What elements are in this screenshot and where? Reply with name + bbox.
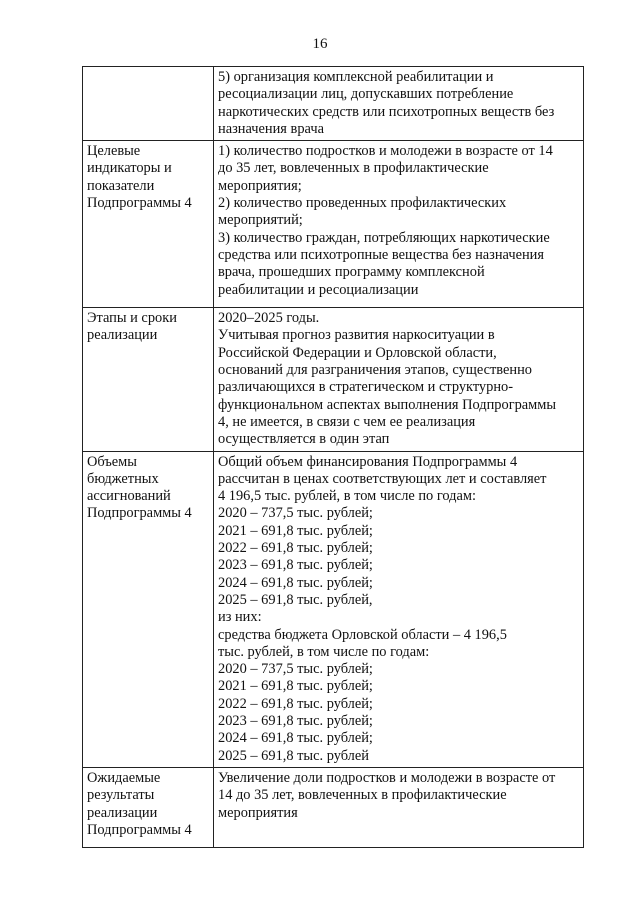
content-line: 2020–2025 годы. (218, 310, 320, 327)
row-label (83, 767, 214, 847)
content-line: средства или психотропные вещества без назначения (218, 246, 545, 263)
label-line: Целевые (87, 143, 141, 160)
label-line: Объемы (87, 453, 137, 470)
row-label (83, 141, 214, 308)
label-line: Этапы и сроки (87, 310, 177, 327)
content-line: 2020 – 737,5 тыс. рублей; (218, 505, 373, 522)
content-line: мероприятий; (218, 212, 303, 229)
content-line: 2025 – 691,8 тыс. рублей (218, 747, 369, 764)
label-line: Ожидаемые (87, 769, 161, 786)
content-line: до 35 лет, вовлеченных в профилактические (218, 160, 489, 177)
label-line: Подпрограммы 4 (87, 821, 192, 838)
passport-table (82, 66, 584, 848)
content-line: 2022 – 691,8 тыс. рублей; (218, 540, 373, 557)
row-content (214, 308, 584, 451)
content-line: рассчитан в ценах соответствующих лет и составляет (218, 470, 547, 487)
label-line: бюджетных (87, 470, 159, 487)
label-line: ассигнований (87, 488, 171, 505)
content-line: реабилитации и ресоциализации (218, 281, 419, 298)
content-line: 2022 – 691,8 тыс. рублей; (218, 695, 373, 712)
row-label (83, 451, 214, 767)
content-line: ресоциализации лиц, допускавших потребление (218, 86, 514, 103)
content-line: 14 до 35 лет, вовлеченных в профилактические (218, 787, 507, 804)
label-line: реализации (87, 804, 158, 821)
label-line: индикаторы и (87, 160, 172, 177)
row-content (214, 67, 584, 141)
table-row-indicators (83, 141, 584, 308)
row-content (214, 141, 584, 308)
label-line: Подпрограммы 4 (87, 505, 192, 522)
content-line: 2020 – 737,5 тыс. рублей; (218, 661, 373, 678)
content-line: из них: (218, 609, 262, 626)
label-line: Подпрограммы 4 (87, 195, 192, 212)
content-line: 5) организация комплексной реабилитации и (218, 69, 494, 85)
content-line: 2025 – 691,8 тыс. рублей, (218, 591, 373, 608)
content-line: Учитывая прогноз развития наркоситуации в (218, 327, 495, 344)
content-line: тыс. рублей, в том числе по годам: (218, 643, 430, 660)
content-line: Российской Федерации и Орловской области, (218, 344, 497, 361)
content-line: 2021 – 691,8 тыс. рублей; (218, 522, 373, 539)
table-row-stages (83, 308, 584, 451)
content-line: 2) количество проведенных профилактических (218, 195, 507, 212)
content-line: 1) количество подростков и молодежи в возрасте от 14 (218, 143, 553, 160)
row-label (83, 67, 214, 141)
table-row-activities (83, 67, 584, 141)
content-line: 2023 – 691,8 тыс. рублей; (218, 557, 373, 574)
content-line: мероприятия; (218, 177, 302, 194)
content-line: назначения врача (218, 120, 324, 137)
page-number: 16 (312, 36, 328, 52)
table-row-results (83, 767, 584, 847)
content-line: оснований для разграничения этапов, существенно (218, 362, 532, 379)
label-line: показатели (87, 177, 155, 194)
content-line: Увеличение доли подростков и молодежи в возрасте от (218, 769, 556, 786)
table-row-budget (83, 451, 584, 767)
content-line: 2023 – 691,8 тыс. рублей; (218, 713, 373, 730)
content-line: мероприятия (218, 804, 298, 821)
content-line: 3) количество граждан, потребляющих наркотические (218, 229, 550, 246)
content-line: врача, прошедших программу комплексной (218, 264, 485, 281)
content-line: 4, не имеется, в связи с чем ее реализация (218, 413, 476, 430)
row-label (83, 308, 214, 451)
content-line: средства бюджета Орловской области – 4 196,5 (218, 626, 507, 643)
content-line: Общий объем финансирования Подпрограммы 4 (218, 453, 518, 470)
label-line: реализации (87, 327, 158, 344)
row-content (214, 451, 584, 767)
content-line: 2024 – 691,8 тыс. рублей; (218, 730, 373, 747)
content-line: 2024 – 691,8 тыс. рублей; (218, 574, 373, 591)
content-line: наркотических средств или психотропных веществ без (218, 103, 555, 120)
label-line: результаты (87, 787, 155, 804)
content-line: 2021 – 691,8 тыс. рублей; (218, 678, 373, 695)
content-line: функциональном аспектах выполнения Подпрограммы (218, 396, 557, 413)
row-content (214, 767, 584, 847)
content-line: различающихся в стратегическом и структурно- (218, 379, 514, 396)
content-line: 4 196,5 тыс. рублей, в том числе по годам: (218, 488, 476, 505)
content-line: осуществляется в один этап (218, 431, 390, 448)
